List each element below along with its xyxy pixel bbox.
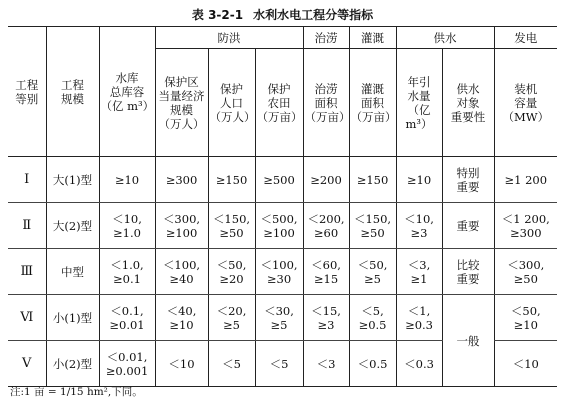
cell-irrig-area: ＜0.5 [349, 341, 396, 387]
cell-protect-farm: ＜500, ≥100 [255, 203, 303, 249]
cell-waterlog-area: ＜60, ≥15 [303, 249, 349, 295]
cell-supply-importance: 重要 [442, 203, 494, 249]
footnote: 注:1 亩 = 1/15 hm²,下同。 [10, 386, 143, 398]
cell-protect-econ: ＜300, ≥100 [155, 203, 208, 249]
table-row [8, 157, 557, 203]
cell-supply-volume: ＜10, ≥3 [396, 203, 442, 249]
cell-supply-importance: 特别 重要 [442, 157, 494, 203]
cell-installed-capacity: ＜10 [494, 341, 557, 387]
table-row [8, 203, 557, 249]
table-row [8, 249, 557, 295]
cell-installed-capacity: ＜1 200, ≥300 [494, 203, 557, 249]
table-caption: 水利水电工程分等指标 [253, 8, 374, 22]
cell-installed-capacity: ＜50, ≥10 [494, 295, 557, 341]
cell-irrig-area: ≥150 [349, 157, 396, 203]
group-irrigation: 灌溉 [349, 27, 396, 49]
cell-supply-volume: ＜3, ≥1 [396, 249, 442, 295]
cell-protect-econ: ＜100, ≥40 [155, 249, 208, 295]
cell-supply-importance: 一般 [442, 295, 494, 387]
cell-storage: ≥10 [99, 157, 155, 203]
header-installed-capacity: 装机 容量 （MW） [494, 49, 557, 157]
cell-grade: Ⅱ [8, 203, 46, 249]
cell-scale: 大(2)型 [46, 203, 99, 249]
header-protect-pop: 保护 人口 （万人） [208, 49, 255, 157]
cell-supply-volume: ＜0.3 [396, 341, 442, 387]
cell-grade: Ⅰ [8, 157, 46, 203]
header-protect-econ: 保护区 当量经济 规模 （万人） [155, 49, 208, 157]
cell-irrig-area: ＜150, ≥50 [349, 203, 396, 249]
cell-scale: 小(1)型 [46, 295, 99, 341]
cell-protect-pop: ≥150 [208, 157, 255, 203]
cell-protect-farm: ＜5 [255, 341, 303, 387]
group-flood: 防洪 [155, 27, 303, 49]
cell-protect-econ: ≥300 [155, 157, 208, 203]
cell-grade: Ⅵ [8, 295, 46, 341]
table-number: 表 3-2-1 [191, 8, 244, 22]
group-waterlog: 治涝 [303, 27, 349, 49]
cell-protect-econ: ＜10 [155, 341, 208, 387]
header-waterlog-area: 治涝 面积 （万亩） [303, 49, 349, 157]
cell-supply-volume: ＜1, ≥0.3 [396, 295, 442, 341]
cell-waterlog-area: ＜15, ≥3 [303, 295, 349, 341]
cell-irrig-area: ＜50, ≥5 [349, 249, 396, 295]
cell-waterlog-area: ＜3 [303, 341, 349, 387]
grading-table [8, 26, 557, 387]
header-supply-volume: 年引 水量 （亿 m³） [396, 49, 442, 157]
cell-protect-farm: ＜100, ≥30 [255, 249, 303, 295]
cell-grade: Ⅴ [8, 341, 46, 387]
group-water-supply: 供水 [396, 27, 494, 49]
header-storage: 水库 总库容 （亿 m³） [99, 27, 155, 157]
table-row [8, 295, 557, 341]
cell-irrig-area: ＜5, ≥0.5 [349, 295, 396, 341]
group-power: 发电 [494, 27, 557, 49]
cell-installed-capacity: ≥1 200 [494, 157, 557, 203]
cell-protect-farm: ≥500 [255, 157, 303, 203]
cell-scale: 中型 [46, 249, 99, 295]
table-title [0, 6, 565, 23]
cell-installed-capacity: ＜300, ≥50 [494, 249, 557, 295]
header-supply-importance: 供水 对象 重要性 [442, 49, 494, 157]
cell-scale: 大(1)型 [46, 157, 99, 203]
cell-protect-econ: ＜40, ≥10 [155, 295, 208, 341]
cell-protect-pop: ＜20, ≥5 [208, 295, 255, 341]
group-header-row [8, 27, 557, 49]
cell-storage: ＜10, ≥1.0 [99, 203, 155, 249]
cell-protect-pop: ＜5 [208, 341, 255, 387]
cell-protect-pop: ＜50, ≥20 [208, 249, 255, 295]
cell-protect-farm: ＜30, ≥5 [255, 295, 303, 341]
cell-supply-volume: ≥10 [396, 157, 442, 203]
cell-protect-pop: ＜150, ≥50 [208, 203, 255, 249]
header-irrig-area: 灌溉 面积 （万亩） [349, 49, 396, 157]
cell-supply-importance: 比较 重要 [442, 249, 494, 295]
header-protect-farm: 保护 农田 （万亩） [255, 49, 303, 157]
header-grade: 工程 等别 [8, 27, 46, 157]
cell-grade: Ⅲ [8, 249, 46, 295]
cell-storage: ＜0.01, ≥0.001 [99, 341, 155, 387]
cell-storage: ＜0.1, ≥0.01 [99, 295, 155, 341]
cell-waterlog-area: ≥200 [303, 157, 349, 203]
cell-scale: 小(2)型 [46, 341, 99, 387]
header-scale: 工程 规模 [46, 27, 99, 157]
cell-storage: ＜1.0, ≥0.1 [99, 249, 155, 295]
cell-waterlog-area: ＜200, ≥60 [303, 203, 349, 249]
